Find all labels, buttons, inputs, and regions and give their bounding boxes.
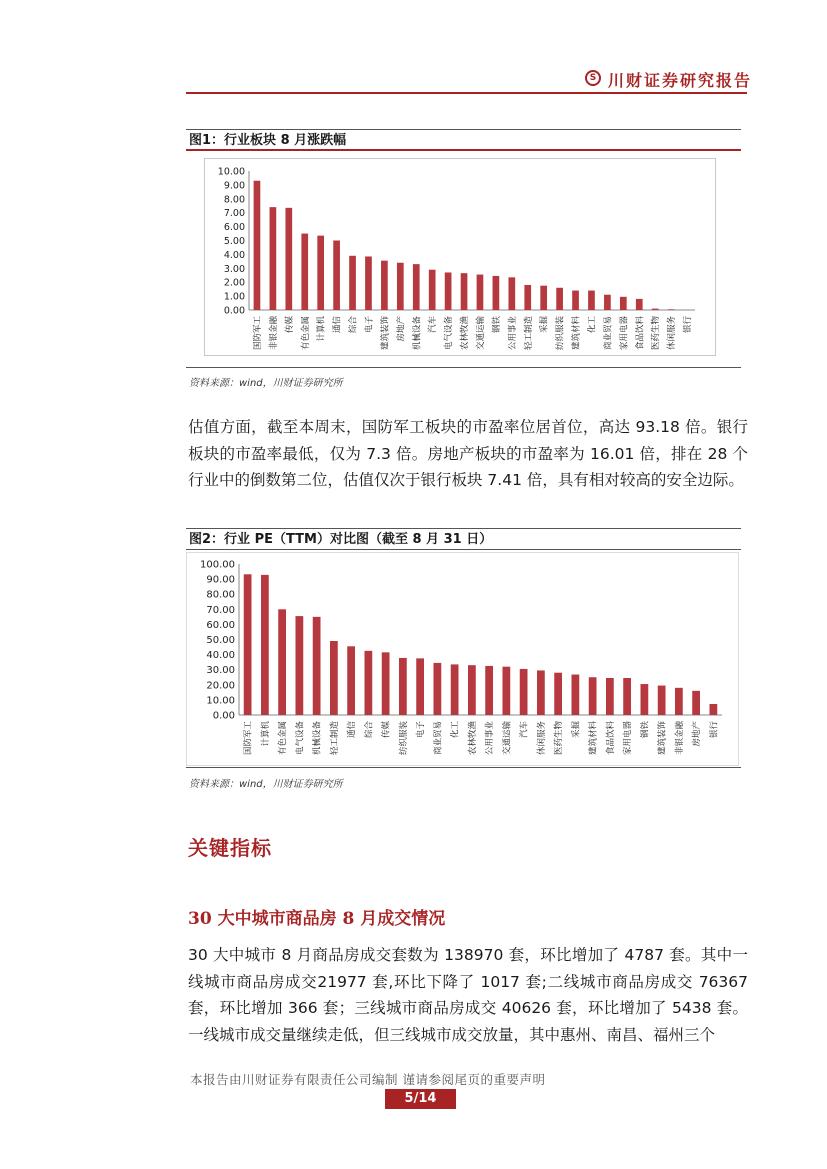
bar — [477, 275, 484, 310]
category-label: 休闲服务 — [536, 721, 547, 756]
category-label: 综合 — [364, 721, 375, 739]
category-label: 电气设备 — [444, 316, 455, 351]
bar — [333, 241, 340, 311]
category-label: 农林牧渔 — [467, 721, 478, 756]
figure2-title: 图2：行业 PE（TTM）对比图（截至 8 月 31 日） — [186, 528, 741, 550]
category-label: 传媒 — [381, 721, 392, 739]
category-label: 电子 — [364, 316, 375, 334]
subsection-heading: 30 大中城市商品房 8 月成交情况 — [188, 909, 446, 929]
category-label: 公用事业 — [507, 316, 518, 351]
category-label: 公用事业 — [485, 721, 496, 756]
y-tick-label: 4.00 — [223, 249, 245, 261]
category-label: 机械设备 — [312, 721, 323, 756]
bar — [399, 658, 407, 715]
category-label: 家用电器 — [623, 721, 634, 756]
bar — [261, 575, 269, 715]
bar — [658, 686, 666, 715]
bar — [604, 295, 611, 310]
bar — [520, 669, 528, 715]
category-label: 电子 — [416, 721, 427, 739]
bar — [692, 691, 700, 715]
category-label: 钢铁 — [640, 721, 651, 739]
category-label: 建筑材料 — [588, 721, 599, 756]
category-label: 非银金融 — [674, 721, 685, 756]
category-label: 银行 — [683, 316, 694, 334]
category-label: 建筑装饰 — [380, 316, 391, 351]
y-tick-label: 70.00 — [206, 604, 235, 616]
y-tick-label: 8.00 — [223, 194, 245, 206]
bar — [270, 207, 277, 310]
bar — [254, 181, 261, 310]
category-label: 化工 — [450, 721, 461, 739]
bar — [295, 616, 303, 715]
figure1-source: 资料来源：wind，川财证券研究所 — [189, 378, 343, 389]
category-label: 有色金属 — [300, 316, 311, 351]
bar — [623, 678, 631, 715]
y-tick-label: 90.00 — [206, 574, 235, 586]
category-label: 综合 — [348, 316, 359, 334]
bar — [278, 609, 286, 715]
bar — [606, 678, 614, 715]
y-tick-label: 80.00 — [206, 589, 235, 601]
bar — [493, 276, 500, 310]
bar — [416, 658, 424, 715]
y-tick-label: 10.00 — [206, 695, 235, 707]
category-label: 计算机 — [260, 721, 271, 747]
category-label: 计算机 — [316, 316, 327, 342]
bar — [540, 286, 547, 310]
bar — [640, 684, 648, 715]
category-label: 房地产 — [692, 721, 703, 747]
category-label: 农林牧渔 — [460, 316, 471, 351]
y-tick-label: 50.00 — [206, 635, 235, 646]
bar — [485, 666, 493, 715]
figure1-bar-chart — [205, 159, 715, 355]
page-number-badge: 5/14 — [385, 1089, 456, 1109]
figure2-bottom-rule — [186, 767, 741, 768]
bar — [524, 285, 531, 310]
y-tick-label: 0.00 — [212, 710, 235, 722]
category-label: 国防军工 — [252, 316, 263, 351]
category-label: 钢铁 — [491, 316, 502, 334]
bar — [554, 673, 562, 715]
category-label: 交通运输 — [502, 721, 513, 756]
bar — [349, 256, 356, 310]
y-tick-label: 1.00 — [223, 291, 245, 303]
category-label: 建筑装饰 — [657, 721, 668, 756]
category-label: 食品饮料 — [635, 316, 646, 351]
bar — [675, 688, 683, 715]
y-tick-label: 0.00 — [223, 305, 245, 317]
category-label: 食品饮料 — [605, 721, 616, 756]
category-label: 医药生物 — [651, 316, 662, 351]
category-label: 纺织服装 — [398, 721, 409, 756]
figure2-bar-chart — [187, 553, 738, 765]
category-label: 商业贸易 — [603, 316, 614, 351]
bar — [668, 309, 675, 310]
bar — [461, 273, 468, 310]
bar — [468, 665, 476, 715]
bar — [382, 652, 390, 715]
category-label: 有色金属 — [278, 721, 289, 756]
bar — [397, 263, 404, 310]
bar — [347, 646, 355, 715]
category-label: 采掘 — [539, 316, 550, 334]
y-tick-label: 30.00 — [206, 665, 235, 677]
y-tick-label: 10.00 — [217, 166, 245, 178]
category-label: 银行 — [709, 721, 720, 739]
y-tick-label: 9.00 — [223, 180, 245, 192]
footer-disclaimer: 本报告由川财证券有限责任公司编制 谨请参阅尾页的重要声明 — [190, 1072, 546, 1087]
figure2-chart-box — [186, 552, 739, 766]
bar — [508, 277, 515, 310]
y-tick-label: 6.00 — [223, 222, 245, 234]
figure1-title: 图1：行业板块 8 月涨跌幅 — [186, 129, 741, 151]
bar — [571, 675, 579, 715]
bar — [301, 234, 308, 310]
category-label: 建筑材料 — [571, 316, 582, 351]
bar — [537, 670, 545, 715]
valuation-paragraph: 估值方面，截至本周末，国防军工板块的市盈率位居首位，高达 93.18 倍。银行板块的市盈率最低，仅为 7.3 倍。房地产板块的市盈率为 16.01 倍，排在 28 个行业中的倒数第二位，估值仅次于银行板块 7.41 倍，具有相对较高的安全边际。 — [188, 418, 748, 489]
report-brand-title: 川财证券研究报告 — [608, 71, 753, 90]
bar — [244, 574, 252, 715]
category-label: 非银金融 — [268, 316, 279, 351]
company-logo-icon: S — [585, 70, 601, 86]
category-label: 通信 — [347, 721, 358, 739]
bar — [652, 309, 659, 310]
category-label: 电气设备 — [295, 721, 306, 756]
header-divider — [186, 92, 747, 94]
y-tick-label: 100.00 — [200, 559, 235, 571]
y-tick-label: 5.00 — [223, 236, 245, 247]
transaction-paragraph: 30 大中城市 8 月商品房成交套数为 138970 套，环比增加了 4787 套。其中一线城市商品房成交21977 套,环比下降了 1017 套;二线城市商品房成交 76367 套，环比增加 366 套；三线城市商品房成交 40626 套，环比增加了 5438 套。一线城市成交量继续走低，但三线城市成交放量，其中惠州、南昌、福州三个 — [188, 946, 748, 1044]
category-label: 纺织服装 — [555, 316, 566, 351]
y-tick-label: 20.00 — [206, 680, 235, 692]
category-label: 轻工制造 — [329, 721, 340, 756]
y-tick-label: 7.00 — [223, 208, 245, 220]
category-label: 汽车 — [428, 316, 439, 334]
category-label: 商业贸易 — [433, 721, 444, 756]
category-label: 家用电器 — [619, 316, 630, 351]
category-label: 国防军工 — [243, 721, 254, 756]
figure2-source: 资料来源：wind，川财证券研究所 — [189, 779, 343, 790]
category-label: 化工 — [587, 316, 598, 334]
bar — [588, 291, 595, 310]
bar — [433, 663, 441, 715]
bar — [620, 297, 627, 310]
category-label: 通信 — [332, 316, 343, 334]
category-label: 轻工制造 — [523, 316, 534, 351]
bar — [429, 270, 436, 310]
bar — [445, 272, 452, 310]
y-tick-label: 40.00 — [206, 650, 235, 662]
figure1-bottom-rule — [186, 367, 741, 368]
category-label: 房地产 — [396, 316, 407, 342]
bar — [451, 664, 459, 715]
figure1-chart-box — [204, 158, 716, 356]
y-tick-label: 60.00 — [206, 619, 235, 631]
bar — [313, 617, 321, 715]
bar — [317, 236, 324, 310]
category-label: 交通运输 — [475, 316, 486, 351]
bar — [285, 208, 292, 310]
category-label: 医药生物 — [554, 721, 565, 756]
bar — [502, 667, 510, 715]
bar — [381, 261, 388, 310]
bar — [589, 677, 597, 715]
category-label: 休闲服务 — [667, 316, 678, 351]
bar — [330, 641, 338, 715]
bar — [365, 256, 372, 310]
bar — [413, 264, 420, 310]
category-label: 采掘 — [571, 721, 582, 739]
y-tick-label: 3.00 — [223, 263, 245, 275]
y-tick-label: 2.00 — [223, 277, 245, 289]
bar — [364, 651, 372, 715]
category-label: 传媒 — [284, 316, 295, 334]
bar — [556, 288, 563, 310]
bar — [636, 299, 643, 310]
category-label: 机械设备 — [412, 316, 423, 351]
bar — [572, 291, 579, 310]
section-heading: 关键指标 — [188, 836, 272, 860]
bar — [709, 704, 717, 715]
category-label: 汽车 — [519, 721, 530, 739]
